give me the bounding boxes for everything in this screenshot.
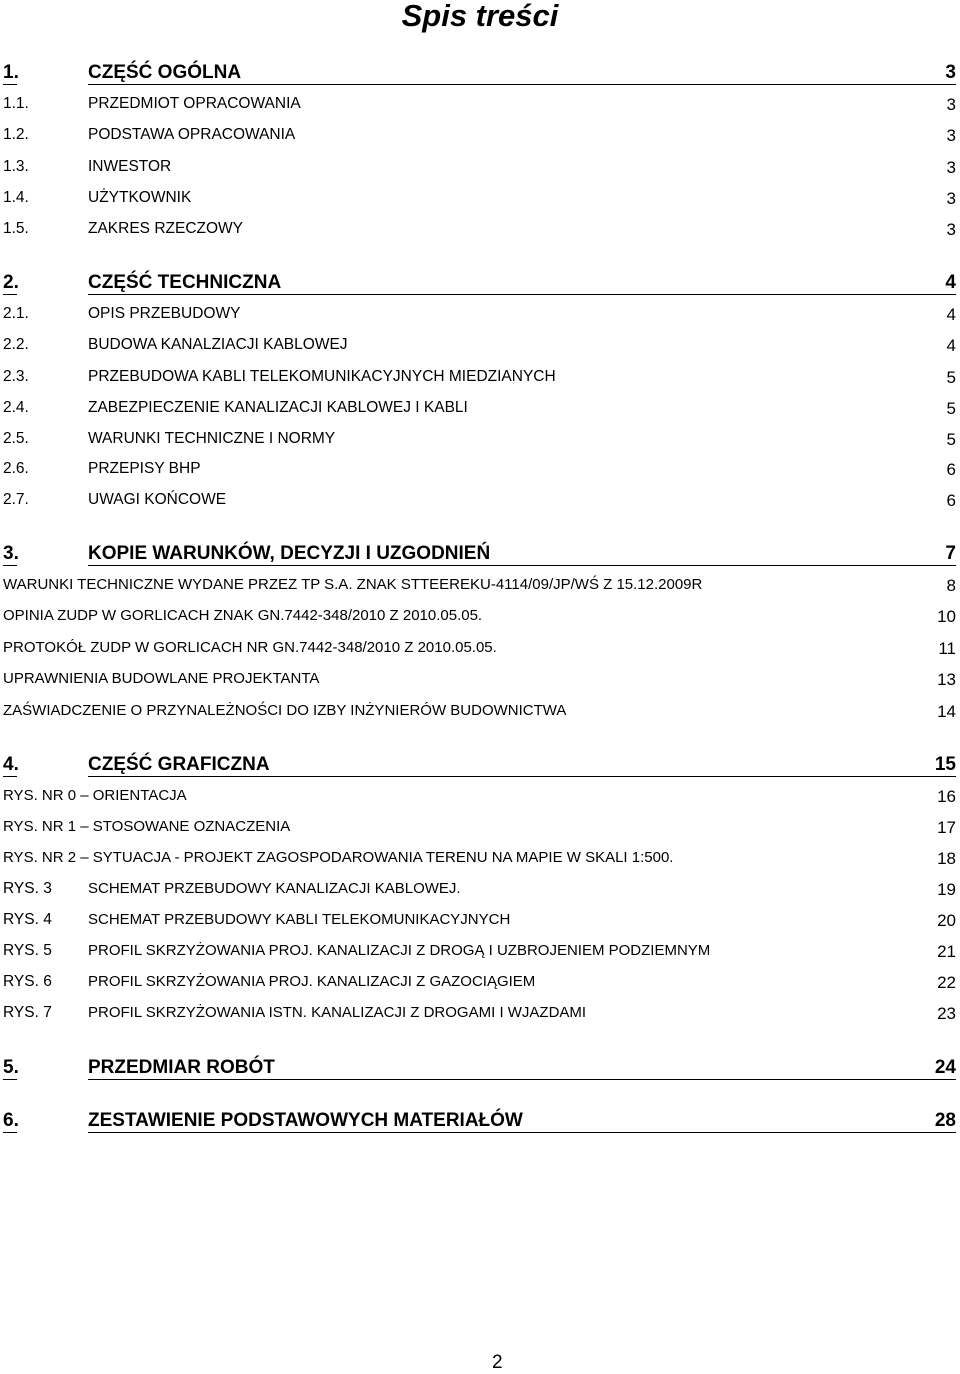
section-number-underline bbox=[3, 1132, 17, 1133]
toc-section-6[interactable] bbox=[0, 1108, 960, 1134]
toc-item[interactable] bbox=[0, 699, 960, 725]
toc-item-page: 17 bbox=[937, 818, 956, 837]
toc-sub-page: 6 bbox=[946, 460, 956, 479]
toc-drawing-label: PROFIL SKRZYŻOWANIA PROJ. KANALIZACJI Z GAZOCIĄGIEM bbox=[88, 973, 536, 990]
toc-section-label: CZĘŚĆ TECHNICZNA bbox=[88, 272, 282, 293]
toc-section-5[interactable] bbox=[0, 1055, 960, 1081]
toc-sub-page: 5 bbox=[946, 399, 956, 418]
toc-section-label: KOPIE WARUNKÓW, DECYZJI I UZGODNIEŃ bbox=[88, 543, 491, 564]
toc-drawing[interactable] bbox=[0, 877, 960, 903]
toc-subsection[interactable] bbox=[0, 488, 960, 514]
toc-sub-number: 1.3. bbox=[3, 158, 29, 175]
section-underline bbox=[88, 84, 956, 85]
toc-drawing-number: RYS. 4 bbox=[3, 911, 52, 928]
section-number-underline bbox=[3, 84, 17, 85]
toc-sub-number: 1.1. bbox=[3, 95, 29, 112]
toc-section-label: ZESTAWIENIE PODSTAWOWYCH MATERIAŁÓW bbox=[88, 1110, 523, 1131]
toc-drawing-page: 21 bbox=[937, 942, 956, 961]
toc-item-label: RYS. NR 0 – ORIENTACJA bbox=[3, 787, 187, 804]
toc-sub-number: 2.7. bbox=[3, 491, 29, 508]
toc-drawing-page: 23 bbox=[937, 1004, 956, 1023]
toc-section-number: 1. bbox=[3, 62, 19, 83]
toc-subsection[interactable] bbox=[0, 217, 960, 243]
toc-drawing-page: 22 bbox=[937, 973, 956, 992]
toc-item[interactable] bbox=[0, 636, 960, 662]
toc-sub-page: 5 bbox=[946, 430, 956, 449]
toc-item-page: 11 bbox=[938, 639, 956, 658]
section-underline bbox=[88, 776, 956, 777]
toc-drawing-number: RYS. 6 bbox=[3, 973, 52, 990]
toc-section-page: 4 bbox=[945, 272, 956, 293]
toc-drawing[interactable] bbox=[0, 908, 960, 934]
toc-subsection[interactable] bbox=[0, 186, 960, 212]
toc-sub-label: PRZEDMIOT OPRACOWANIA bbox=[88, 95, 301, 112]
toc-section-4[interactable] bbox=[0, 752, 960, 778]
toc-sub-page: 5 bbox=[946, 368, 956, 387]
section-underline bbox=[88, 1079, 956, 1080]
toc-subsection[interactable] bbox=[0, 457, 960, 483]
toc-sub-page: 6 bbox=[946, 491, 956, 510]
toc-item-label: PROTOKÓŁ ZUDP W GORLICACH NR GN.7442-348/2010 Z 2010.05.05. bbox=[3, 639, 497, 656]
section-underline bbox=[88, 1132, 956, 1133]
toc-section-number: 6. bbox=[3, 1110, 19, 1131]
toc-item-label: RYS. NR 1 – STOSOWANE OZNACZENIA bbox=[3, 818, 291, 835]
toc-item-label: UPRAWNIENIA BUDOWLANE PROJEKTANTA bbox=[3, 670, 320, 687]
toc-item-page: 16 bbox=[937, 787, 956, 806]
toc-section-1[interactable] bbox=[0, 60, 960, 86]
toc-sub-label: ZABEZPIECZENIE KANALIZACJI KABLOWEJ I KABLI bbox=[88, 399, 468, 416]
toc-sub-number: 2.6. bbox=[3, 460, 29, 477]
toc-subsection[interactable] bbox=[0, 155, 960, 181]
toc-sub-label: PRZEPISY BHP bbox=[88, 460, 201, 477]
toc-sub-number: 2.4. bbox=[3, 399, 29, 416]
toc-item[interactable] bbox=[0, 604, 960, 630]
toc-subsection[interactable] bbox=[0, 365, 960, 391]
toc-drawing-label: PROFIL SKRZYŻOWANIA PROJ. KANALIZACJI Z DROGĄ I UZBROJENIEM PODZIEMNYM bbox=[88, 942, 711, 959]
toc-subsection[interactable] bbox=[0, 123, 960, 149]
toc-section-page: 24 bbox=[934, 1057, 956, 1078]
toc-subsection[interactable] bbox=[0, 92, 960, 118]
toc-item-page: 18 bbox=[937, 849, 956, 868]
toc-item[interactable] bbox=[0, 846, 960, 872]
toc-item-label: OPINIA ZUDP W GORLICACH ZNAK GN.7442-348/2010 Z 2010.05.05. bbox=[3, 607, 483, 624]
toc-sub-number: 2.2. bbox=[3, 336, 29, 353]
toc-sub-number: 2.5. bbox=[3, 430, 29, 447]
toc-section-page: 3 bbox=[945, 62, 956, 83]
toc-section-page: 28 bbox=[934, 1110, 956, 1131]
toc-sub-page: 4 bbox=[946, 305, 956, 324]
toc-item-label: ZAŚWIADCZENIE O PRZYNALEŻNOŚCI DO IZBY INŻYNIERÓW BUDOWNICTWA bbox=[3, 702, 567, 719]
toc-item[interactable] bbox=[0, 815, 960, 841]
toc-item[interactable] bbox=[0, 784, 960, 810]
toc-sub-number: 2.1. bbox=[3, 305, 29, 322]
toc-item-page: 8 bbox=[946, 576, 956, 595]
toc-section-page: 7 bbox=[945, 543, 956, 564]
toc-sub-label: UŻYTKOWNIK bbox=[88, 189, 192, 206]
toc-item-page: 13 bbox=[937, 670, 956, 689]
toc-sub-label: BUDOWA KANALZIACJI KABLOWEJ bbox=[88, 336, 348, 353]
toc-sub-page: 3 bbox=[946, 126, 956, 145]
toc-subsection[interactable] bbox=[0, 333, 960, 359]
section-number-underline bbox=[3, 776, 17, 777]
toc-item-page: 14 bbox=[937, 702, 956, 721]
toc-sub-label: INWESTOR bbox=[88, 158, 172, 175]
section-underline bbox=[88, 565, 956, 566]
toc-sub-number: 1.2. bbox=[3, 126, 29, 143]
toc-drawing-label: SCHEMAT PRZEBUDOWY KABLI TELEKOMUNIKACYJNYCH bbox=[88, 911, 511, 928]
toc-sub-page: 4 bbox=[946, 336, 956, 355]
toc-item[interactable] bbox=[0, 667, 960, 693]
toc-drawing-label: PROFIL SKRZYŻOWANIA ISTN. KANALIZACJI Z DROGAMI I WJAZDAMI bbox=[88, 1004, 587, 1021]
toc-sub-label: UWAGI KOŃCOWE bbox=[88, 491, 227, 508]
toc-sub-label: ZAKRES RZECZOWY bbox=[88, 220, 244, 237]
section-number-underline bbox=[3, 1079, 17, 1080]
toc-drawing-number: RYS. 5 bbox=[3, 942, 52, 959]
toc-sub-page: 3 bbox=[946, 189, 956, 208]
toc-sub-page: 3 bbox=[946, 220, 956, 239]
toc-section-number: 4. bbox=[3, 754, 19, 775]
toc-subsection[interactable] bbox=[0, 302, 960, 328]
toc-subsection[interactable] bbox=[0, 396, 960, 422]
toc-drawing[interactable] bbox=[0, 1001, 960, 1027]
toc-drawing[interactable] bbox=[0, 970, 960, 996]
toc-section-number: 3. bbox=[3, 543, 19, 564]
toc-section-label: CZĘŚĆ OGÓLNA bbox=[88, 62, 242, 83]
toc-section-page: 15 bbox=[934, 754, 956, 775]
toc-sub-number: 1.5. bbox=[3, 220, 29, 237]
toc-sub-label: PODSTAWA OPRACOWANIA bbox=[88, 126, 296, 143]
toc-item-page: 10 bbox=[937, 607, 956, 626]
toc-section-2[interactable] bbox=[0, 270, 960, 296]
toc-item-label: RYS. NR 2 – SYTUACJA - PROJEKT ZAGOSPODAROWANIA TERENU NA MAPIE W SKALI 1:500. bbox=[3, 849, 674, 866]
toc-sub-number: 2.3. bbox=[3, 368, 29, 385]
toc-drawing[interactable] bbox=[0, 939, 960, 965]
section-underline bbox=[88, 294, 956, 295]
section-number-underline bbox=[3, 294, 17, 295]
toc-section-number: 5. bbox=[3, 1057, 19, 1078]
section-number-underline bbox=[3, 565, 17, 566]
toc-item-label: WARUNKI TECHNICZNE WYDANE PRZEZ TP S.A. ZNAK STTEEREKU-4114/09/JP/WŚ Z 15.12.2009R bbox=[3, 576, 703, 593]
toc-drawing-label: SCHEMAT PRZEBUDOWY KANALIZACJI KABLOWEJ. bbox=[88, 880, 461, 897]
toc-section-3[interactable] bbox=[0, 541, 960, 567]
toc-section-number: 2. bbox=[3, 272, 19, 293]
toc-sub-page: 3 bbox=[946, 95, 956, 114]
toc-subsection[interactable] bbox=[0, 427, 960, 453]
toc-drawing-page: 19 bbox=[937, 880, 956, 899]
page-title: Spis treści bbox=[401, 0, 559, 33]
toc-item[interactable] bbox=[0, 573, 960, 599]
toc-sub-page: 3 bbox=[946, 158, 956, 177]
toc-section-label: CZĘŚĆ GRAFICZNA bbox=[88, 754, 270, 775]
toc-sub-label: PRZEBUDOWA KABLI TELEKOMUNIKACYJNYCH MIEDZIANYCH bbox=[88, 368, 556, 385]
toc-sub-number: 1.4. bbox=[3, 189, 29, 206]
toc-sub-label: WARUNKI TECHNICZNE I NORMY bbox=[88, 430, 336, 447]
page-number: 2 bbox=[492, 1352, 503, 1373]
toc-drawing-number: RYS. 3 bbox=[3, 880, 52, 897]
toc-sub-label: OPIS PRZEBUDOWY bbox=[88, 305, 241, 322]
toc-drawing-number: RYS. 7 bbox=[3, 1004, 52, 1021]
toc-drawing-page: 20 bbox=[937, 911, 956, 930]
toc-section-label: PRZEDMIAR ROBÓT bbox=[88, 1057, 275, 1078]
